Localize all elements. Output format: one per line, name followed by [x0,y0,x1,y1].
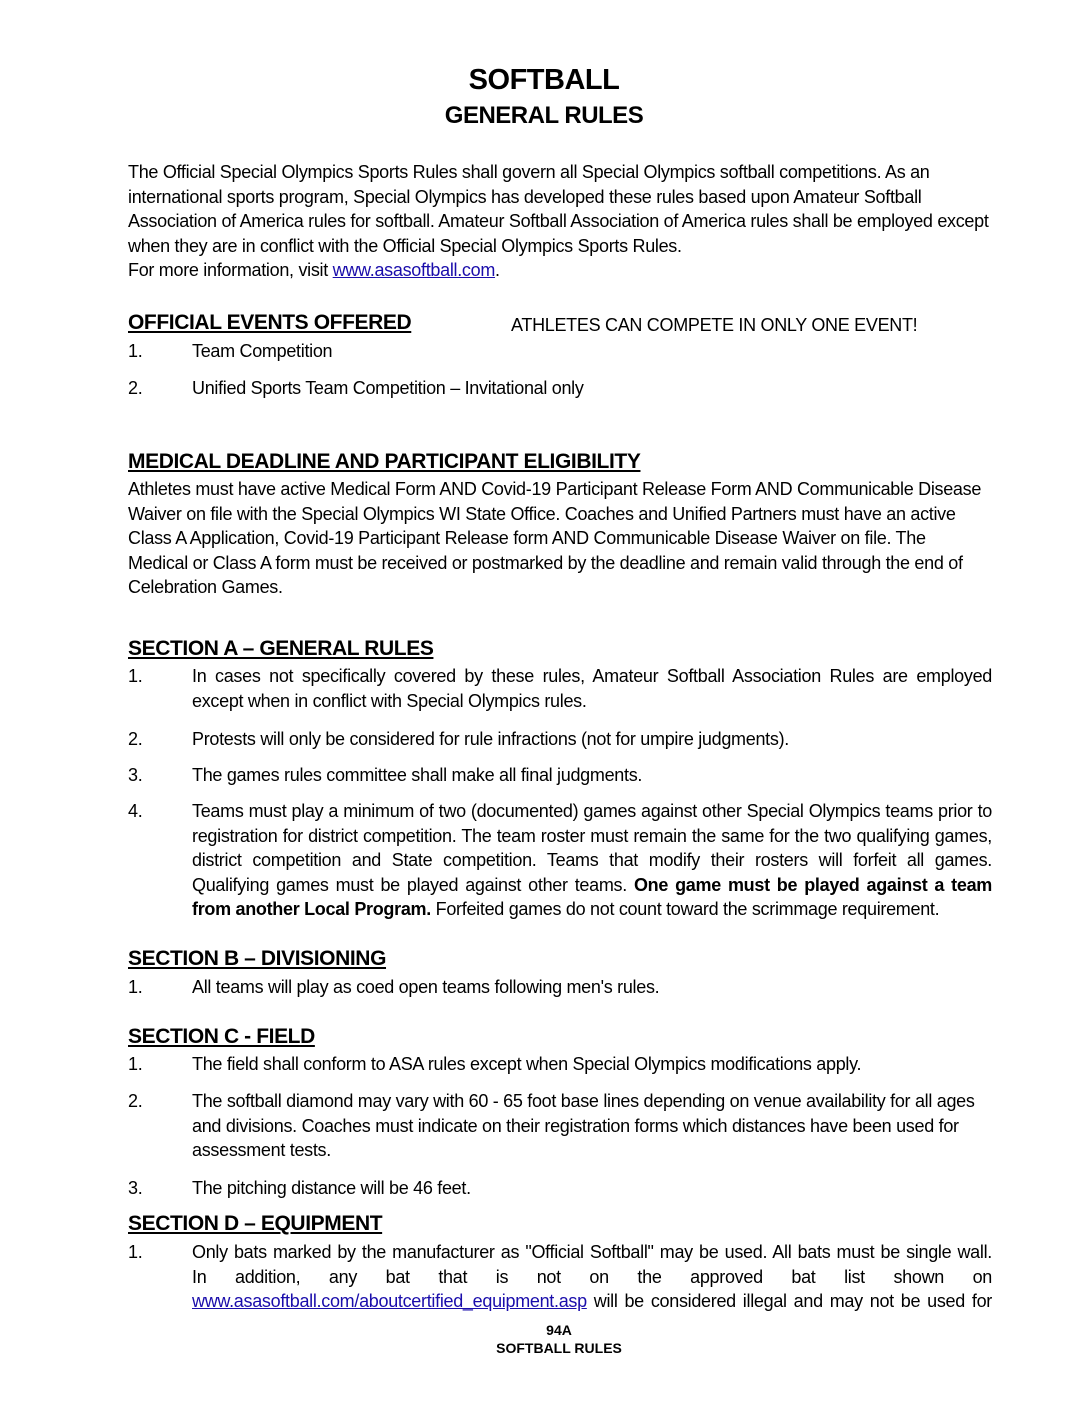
list-item [128,1176,992,1201]
item-text: All teams will play as coed open teams following men's rules. [192,977,660,997]
item-text-tail: will be considered illegal and may not be used for [586,1291,992,1311]
item-number: 3. [128,1178,143,1198]
asa-website-link[interactable]: www.asasoftball.com [332,260,496,280]
item-text [192,1240,992,1314]
item-number: 2. [128,729,143,749]
list-item [128,1089,992,1163]
list-item [128,975,992,1000]
page-subtitle: GENERAL RULES [444,102,644,129]
intro-more-prefix: For more information, visit [128,260,333,280]
certified-equipment-link[interactable]: www.asasoftball.com/aboutcertified_equipment.asp [192,1291,587,1311]
item-number: 1. [128,341,143,361]
intro-text: The Official Special Olympics Sports Rules shall govern all Special Olympics softball competitions. As an international sports program, Special Olympics has developed these rules based upon Amateur Softball Association of America rules for softball. Amateur Softball Association of America rules shall be employed except when they are in conflict with the Official Special Olympics Sports Rules. [128,162,989,256]
item-text: Team Competition [192,341,333,361]
item-number: 1. [128,666,143,686]
list-item [128,1240,992,1314]
item-number: 1. [128,977,143,997]
list-item [128,763,992,788]
events-note: ATHLETES CAN COMPETE IN ONLY ONE EVENT! [511,315,918,335]
heading-section-b: SECTION B – DIVISIONING [128,947,387,970]
list-item [128,664,992,713]
item-text: The softball diamond may vary with 60 - 65 foot base lines depending on venue availability for all ages and divisions. Coaches must indicate on their registration forms which distances have been used for assessment tests. [192,1091,975,1160]
item-number: 2. [128,378,143,398]
item-text-line [192,1289,992,1314]
heading-official-events: OFFICIAL EVENTS OFFERED [128,311,412,334]
medical-paragraph: Athletes must have active Medical Form AND Covid-19 Participant Release Form AND Communicable Disease Waiver on file with the Special Olympics WI State Office. Coaches and Unified Partners must have an active Class A Application, Covid-19 Participant Release form AND Communicable Disease Waiver on file. The Medical or Class A form must be received or postmarked by the deadline and remain valid through the end of Celebration Games. [128,479,982,597]
item-text: In cases not specifically covered by these rules, Amateur Softball Association Rules are employed except when in conflict with Special Olympics rules. [192,666,992,711]
list-item [128,339,992,364]
item-number: 2. [128,1091,143,1111]
item-text: The pitching distance will be 46 feet. [192,1178,471,1198]
list-item [128,727,992,752]
heading-section-c: SECTION C - FIELD [128,1025,315,1048]
page-title: SOFTBALL [468,64,620,96]
item-text-line: In addition, any bat that is not on the approved bat list shown on [192,1266,992,1287]
item-text-tail: Forfeited games do not count toward the scrimmage requirement. [430,899,940,919]
footer-label: SOFTBALL RULES [496,1340,622,1356]
item-number: 1. [128,1242,143,1262]
item-text-regular: Teams must play a minimum of two (documented) games against other Special Olympics teams prior to registration for district competition. The team roster must remain the same for the two qualifying games, district competition and State competition. Teams that modify their rosters will forfeit all games. Qualifying games must be played against other teams. [192,801,992,895]
item-text: Protests will only be considered for rule infractions (not for umpire judgments). [192,729,789,749]
item-number: 1. [128,1054,143,1074]
heading-medical-eligibility: MEDICAL DEADLINE AND PARTICIPANT ELIGIBILITY [128,450,641,473]
heading-section-a: SECTION A – GENERAL RULES [128,637,434,660]
intro-paragraph [128,160,990,283]
heading-section-d: SECTION D – EQUIPMENT [128,1212,383,1235]
item-text-bold: One game must be played against a team from another Local Program. [192,874,992,919]
list-item [128,376,992,401]
item-number: 4. [128,801,143,821]
list-item [128,1052,992,1077]
list-item [128,799,992,922]
item-text [192,799,992,922]
item-number: 3. [128,765,143,785]
item-text: The games rules committee shall make all final judgments. [192,765,643,785]
item-text: The field shall conform to ASA rules except when Special Olympics modifications apply. [192,1054,862,1074]
footer-page-number: 94A [546,1322,572,1338]
item-text-line: Only bats marked by the manufacturer as "Official Softball" may be used. All bats must be single wall. [192,1242,992,1262]
item-text: Unified Sports Team Competition – Invitational only [192,378,584,398]
intro-more-suffix: . [495,260,500,280]
